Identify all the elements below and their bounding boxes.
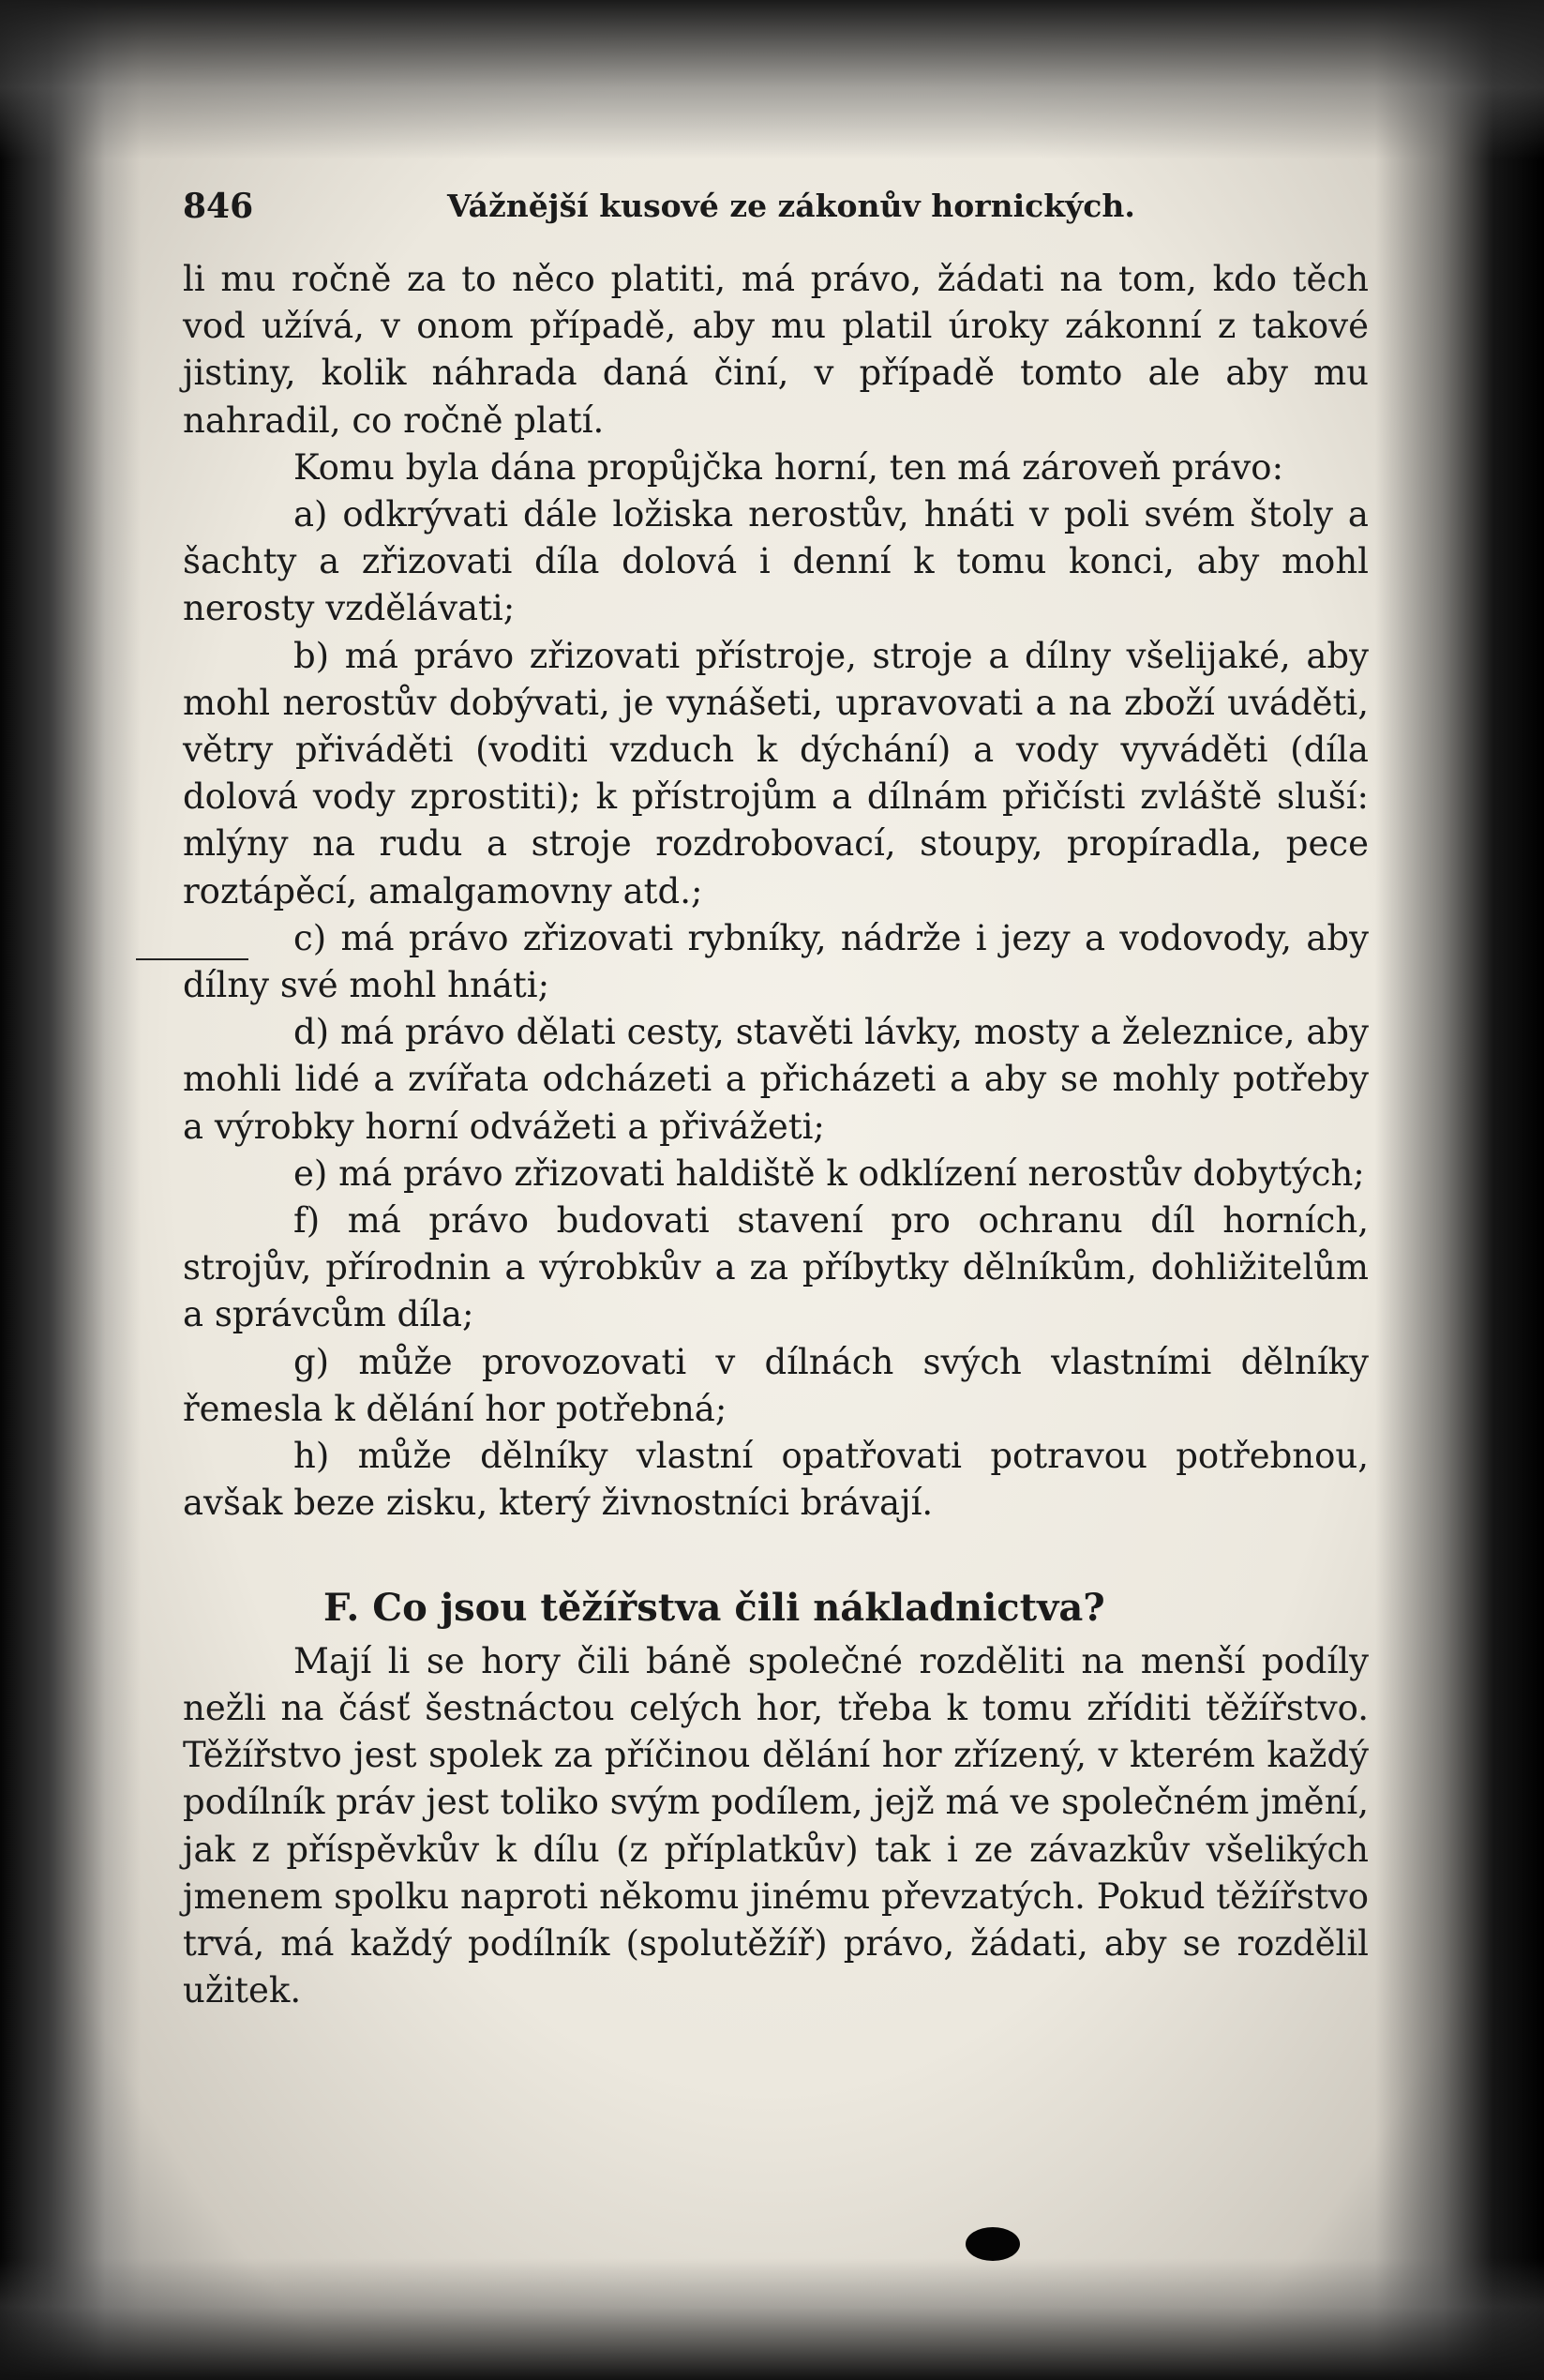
section-heading: F. Co jsou těžířstva čili nákladnictva? [323, 1586, 1105, 1631]
list-item-c: c) má právo zřizovati rybníky, nádrže i jezy a vodovody, aby dílny své mohl hnáti; [183, 917, 1369, 1006]
page-right-shadow [1375, 0, 1544, 2380]
list-item-e: e) má právo zřizovati haldiště k odklízení nerostův dobytých; [293, 1152, 1365, 1194]
list-item-g: g) může provozovati v dílnách svých vlastními dělníky řemesla k dělání hor potřebná; [183, 1341, 1369, 1429]
page-text [183, 183, 1369, 2014]
list-item-h: h) může dělníky vlastní opatřovati potravou potřebnou, avšak beze zisku, který živnostníci brávají. [183, 1436, 1369, 1524]
running-head [183, 183, 1369, 239]
page-top-shadow [0, 0, 1544, 159]
ink-blot [966, 2227, 1020, 2261]
section-paragraph: Mají li se hory čili báně společné rozděliti na menší podíly nežli na čásť šestnáctou celých hor, třeba k tomu zříditi těžířstvo. Těžířstvo jest spolek za příčinou dělání hor zřízený, v kterém každý podílník práv jest toliko svým podílem, jejž má ve společném jmění, jak z příspěvkův k dílu (z příplatkův) tak i ze závazkův všelikých jmenem spolku naproti někomu jinému převzatých. Pokud těžířstvo trvá, má každý podílník (spolutěžíř) právo, žádati, aby se rozdělil užitek. [183, 1640, 1369, 2011]
pencil-mark [136, 958, 248, 960]
list-item-f: f) má právo budovati stavení pro ochranu díl horních, strojův, přírodnin a výrobkův a za příbytky dělníkům, dohližitelům a správcům díla; [183, 1200, 1369, 1335]
page-left-shadow [0, 0, 141, 2380]
list-item-d: d) má právo dělati cesty, stavěti lávky, mosty a železnice, aby mohli lidé a zvířata odcházeti a přicházeti a aby se mohly potřeby a výrobky horní odvážeti a přivážeti; [183, 1012, 1369, 1147]
paragraph-continuation: li mu ročně za to něco platiti, má právo, žádati na tom, kdo těch vod užívá, v onom případě, aby mu platil úroky zákonní z takové jistiny, kolik náhrada daná činí, v případě tomto ale aby mu nahradil, co ročně platí. [183, 259, 1369, 441]
list-item-b: b) má právo zřizovati přístroje, stroje a dílny všelijaké, aby mohl nerostův dobývati, je vynášeti, upravovati a na zboží uváděti, větry přiváděti (voditi vzduch k dýchání) a vody vyváděti (díla dolová vody zprostiti); k přístrojům a dílnám přičísti zvláště sluší: mlýny na rudu a stroje rozdrobovací, stoupy, propíradla, pece roztápěcí, amalgamovny atd.; [183, 635, 1369, 911]
list-item-a: a) odkrývati dále ložiska nerostův, hnáti v poli svém štoly a šachty a zřizovati díla dolová i denní k tomu konci, aby mohl nerosty vzdělávati; [183, 494, 1369, 629]
page-number: 846 [183, 187, 254, 226]
header-title: Vážnější kusové ze zákonův hornických. [447, 188, 1135, 224]
paragraph-intro: Komu byla dána propůjčka horní, ten má zároveň právo: [293, 446, 1284, 488]
page-bottom-shadow [0, 2258, 1544, 2380]
